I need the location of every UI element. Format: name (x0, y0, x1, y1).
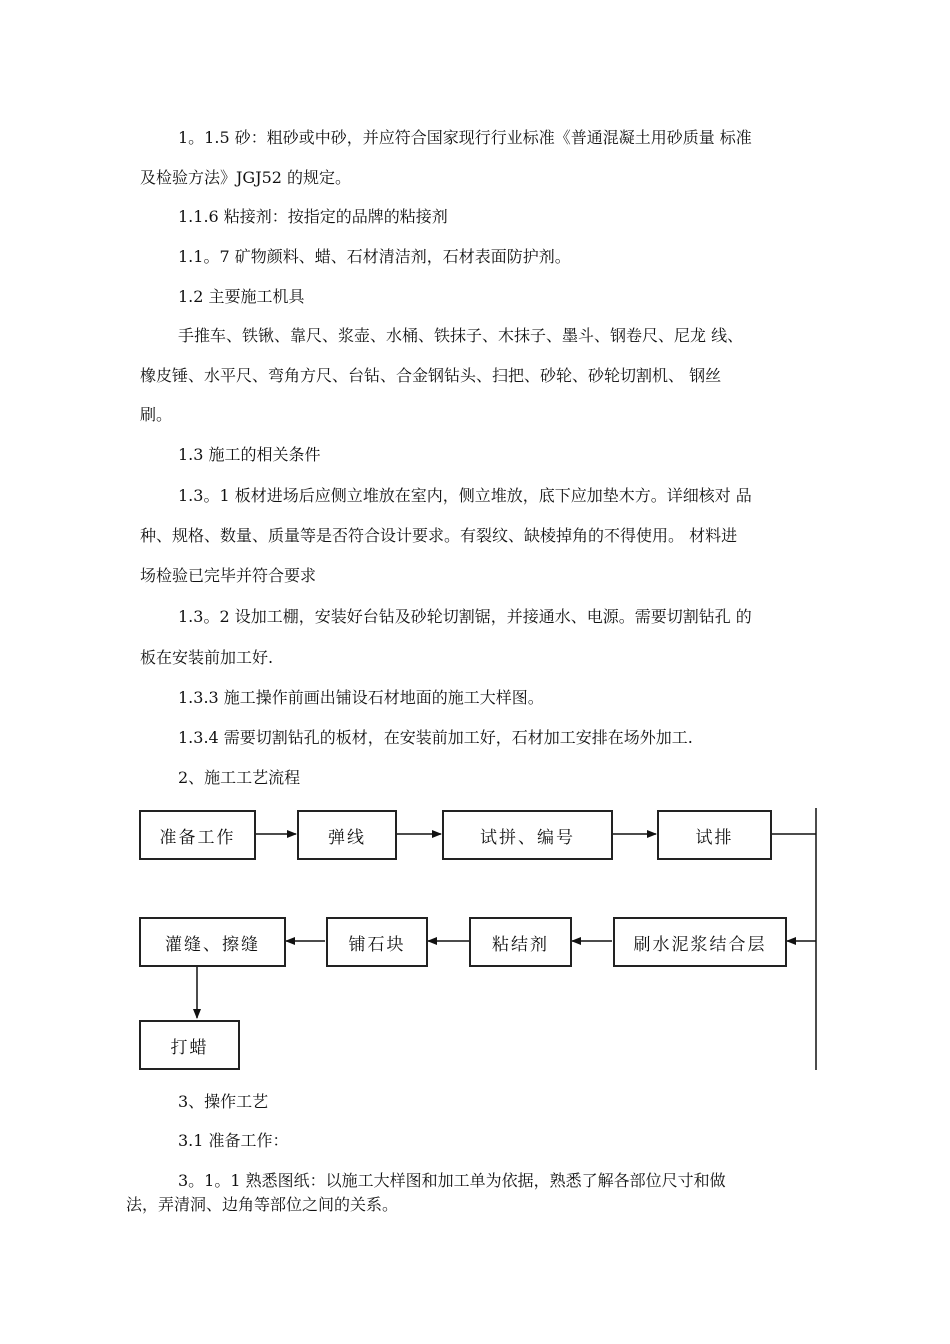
para-1-5-line1: 1。1.5 砂：粗砂或中砂，并应符合国家现行行业标准《普通混凝土用砂质量 标准 (178, 128, 752, 147)
flow-step-snap-line: 弹线 (297, 810, 397, 860)
flow-step-trial-layout: 试排 (657, 810, 772, 860)
flow-step-prepare: 准备工作 (139, 810, 256, 860)
para-3-1-1-line2: 法，弄清洞、边角等部位之间的关系。 (126, 1195, 399, 1214)
para-1-1-6: 1.1.6 粘接剂：按指定的品牌的粘接剂 (178, 207, 448, 226)
para-1-1-7: 1.1。7 矿物颜料、蜡、石材清洁剂，石材表面防护剂。 (178, 247, 571, 266)
heading-2-flow: 2、施工工艺流程 (178, 768, 301, 787)
para-1-3-1-line1: 1.3。1 板材进场后应侧立堆放在室内，侧立堆放，底下应加垫木方。详细核对 品 (178, 486, 752, 505)
flow-step-lay-stone: 铺石块 (326, 917, 428, 967)
para-1-3-2-line1: 1.3。2 设加工棚，安装好台钻及砂轮切割锯，并接通水、电源。需要切割钻孔 的 (178, 607, 752, 626)
tools-line3: 刷。 (140, 405, 173, 424)
flow-step-grouting: 灌缝、擦缝 (139, 917, 286, 967)
flow-step-cement-slurry: 刷水泥浆结合层 (613, 917, 787, 967)
flow-step-waxing: 打蜡 (139, 1020, 240, 1070)
tools-line2: 橡皮锤、水平尺、弯角方尺、台钻、合金钢钻头、扫把、砂轮、砂轮切割机、 钢丝 (140, 366, 722, 385)
heading-3-operation: 3、操作工艺 (178, 1092, 269, 1111)
heading-3-1: 3.1 准备工作： (178, 1131, 289, 1150)
para-3-1-1-line1: 3。1。1 熟悉图纸：以施工大样图和加工单为依据，熟悉了解各部位尺寸和做 (178, 1171, 726, 1190)
para-1-3-1-line3: 场检验已完毕并符合要求 (140, 566, 317, 585)
heading-1-2: 1.2 主要施工机具 (178, 287, 305, 306)
flow-step-trial-numbering: 试拼、编号 (442, 810, 613, 860)
tools-line1: 手推车、铁锹、靠尺、浆壶、水桶、铁抹子、木抹子、墨斗、钢卷尺、尼龙 线、 (178, 326, 744, 345)
flow-step-adhesive: 粘结剂 (469, 917, 572, 967)
para-1-3-2-line2: 板在安装前加工好. (140, 648, 274, 667)
heading-1-3: 1.3 施工的相关条件 (178, 445, 321, 464)
para-1-3-1-line2: 种、规格、数量、质量等是否符合设计要求。有裂纹、缺棱掉角的不得使用。 材料进 (140, 526, 738, 545)
para-1-3-3: 1.3.3 施工操作前画出铺设石材地面的施工大样图。 (178, 688, 544, 707)
para-1-3-4: 1.3.4 需要切割钻孔的板材，在安装前加工好，石材加工安排在场外加工. (178, 728, 693, 747)
para-1-5-line2: 及检验方法》JGJ52 的规定。 (140, 168, 352, 187)
